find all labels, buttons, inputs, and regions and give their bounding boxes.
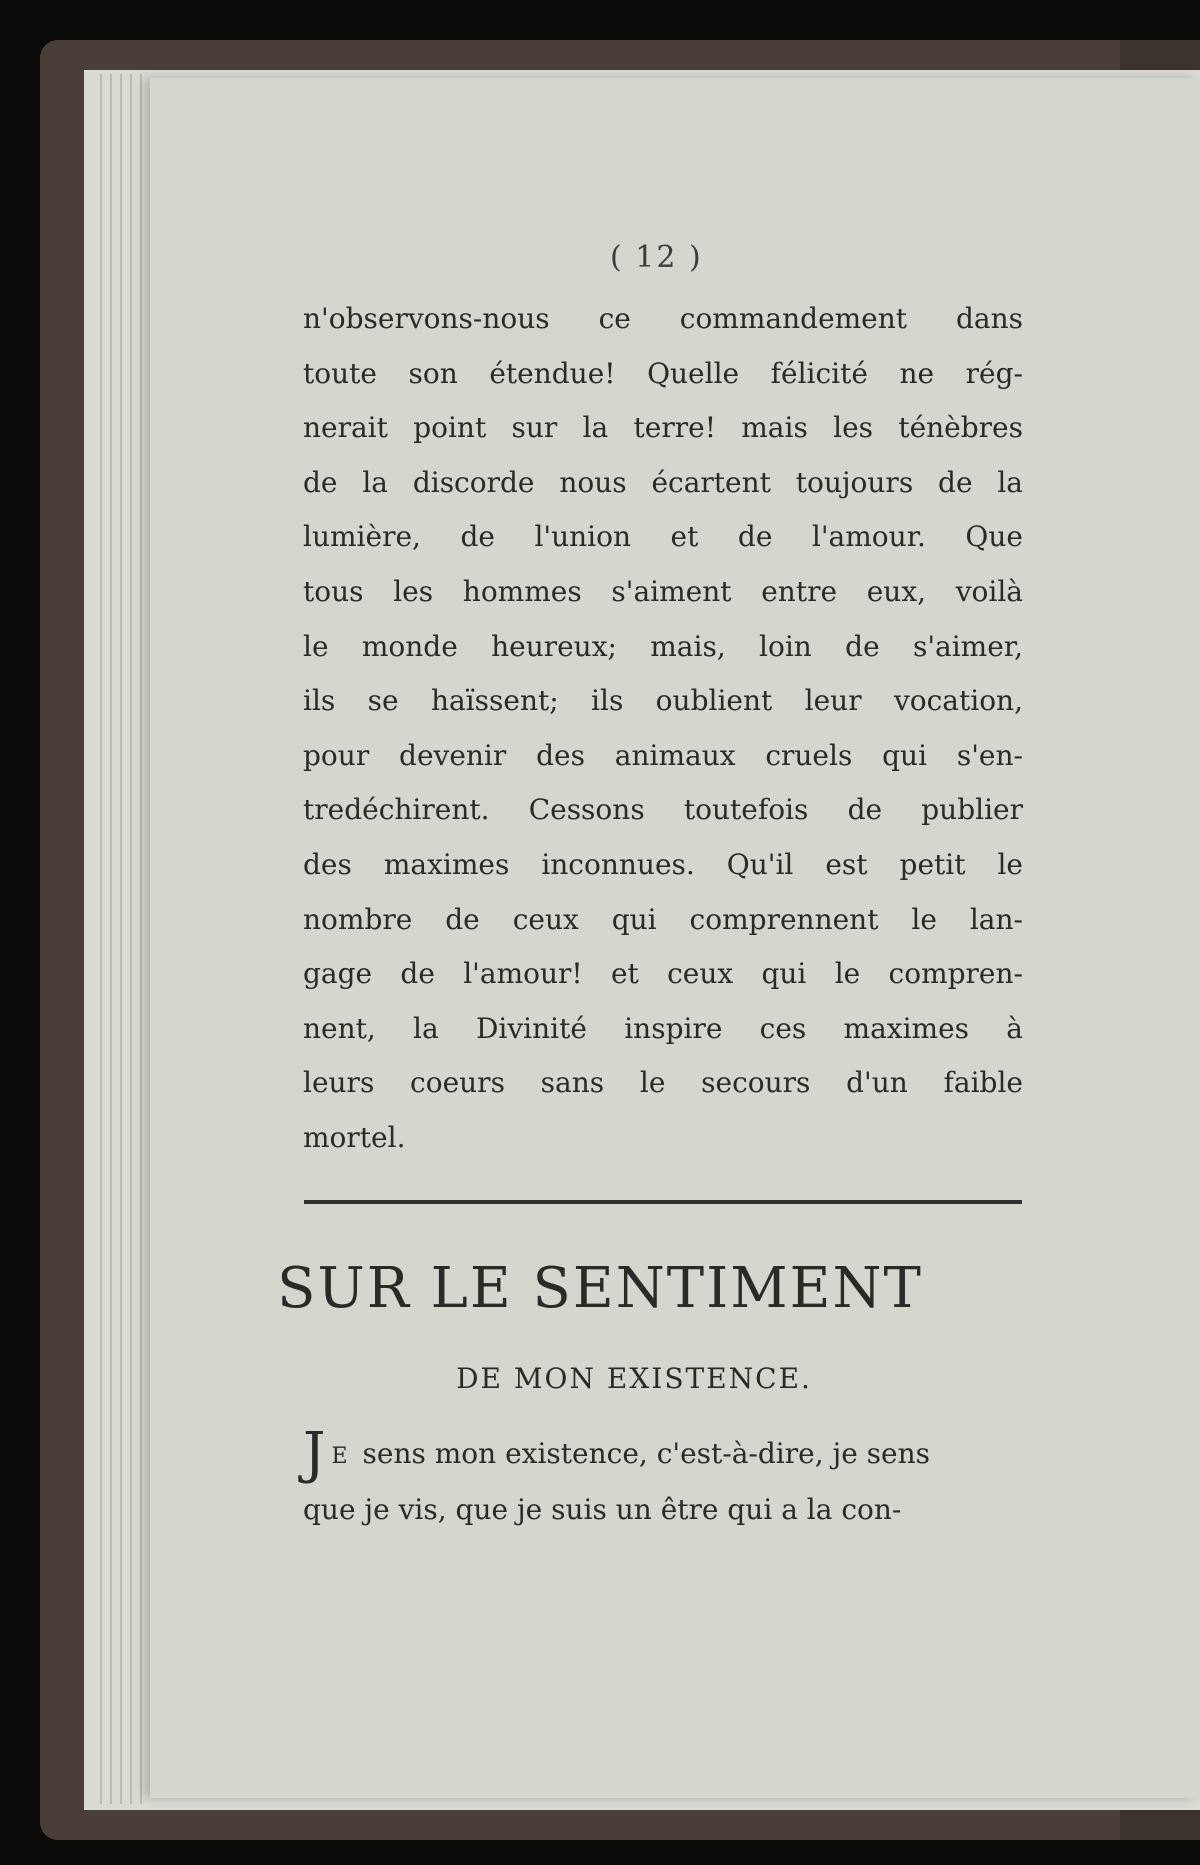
page-leaf xyxy=(130,74,132,1804)
chapter-text xyxy=(303,1421,1023,1538)
page-leaf xyxy=(140,74,142,1804)
page-leaf xyxy=(100,74,102,1804)
page-number: ( 12 ) xyxy=(610,240,703,275)
text-line: tredéchirent. Cessons toutefois de publier xyxy=(303,793,1023,827)
section-divider xyxy=(304,1200,1022,1204)
text-line: leurs coeurs sans le secours d'un faible xyxy=(303,1066,1023,1100)
text-line: toute son étendue! Quelle félicité ne rég- xyxy=(303,356,1023,390)
text-line: nerait point sur la terre! mais les ténèbres xyxy=(303,411,1023,445)
text-line: gage de l'amour! et ceux qui le compren- xyxy=(303,957,1023,991)
text-line: nombre de ceux qui comprennent le lan- xyxy=(303,902,1023,936)
text-line: ils se haïssent; ils oublient leur vocation, xyxy=(303,684,1023,718)
text-line: lumière, de l'union et de l'amour. Que xyxy=(303,520,1023,554)
body-text xyxy=(303,292,1023,1166)
page-leaf xyxy=(120,74,122,1804)
section-heading: SUR LE SENTIMENT xyxy=(277,1256,923,1321)
chapter-first-line xyxy=(303,1421,1023,1486)
text-line: nent, la Divinité inspire ces maximes à xyxy=(303,1011,1023,1045)
section-subheading: DE MON EXISTENCE. xyxy=(456,1362,812,1395)
page-leaf xyxy=(110,74,112,1804)
text-line: le monde heureux; mais, loin de s'aimer, xyxy=(303,629,1023,663)
text-line: n'observons-nous ce commandement dans xyxy=(303,302,1023,335)
text-line: de la discorde nous écartent toujours de la xyxy=(303,465,1023,499)
small-cap: E xyxy=(331,1444,349,1469)
text-line: tous les hommes s'aiment entre eux, voilà xyxy=(303,574,1023,608)
chapter-first-line-text: sens mon existence, c'est-à-dire, je sens xyxy=(362,1437,931,1470)
text-line: des maximes inconnues. Qu'il est petit le xyxy=(303,847,1023,881)
text-line: mortel. xyxy=(303,1120,406,1154)
chapter-second-line: que je vis, que je suis un être qui a la con- xyxy=(303,1493,902,1526)
text-line: pour devenir des animaux cruels qui s'en- xyxy=(303,738,1023,772)
drop-cap: J xyxy=(303,1421,326,1486)
